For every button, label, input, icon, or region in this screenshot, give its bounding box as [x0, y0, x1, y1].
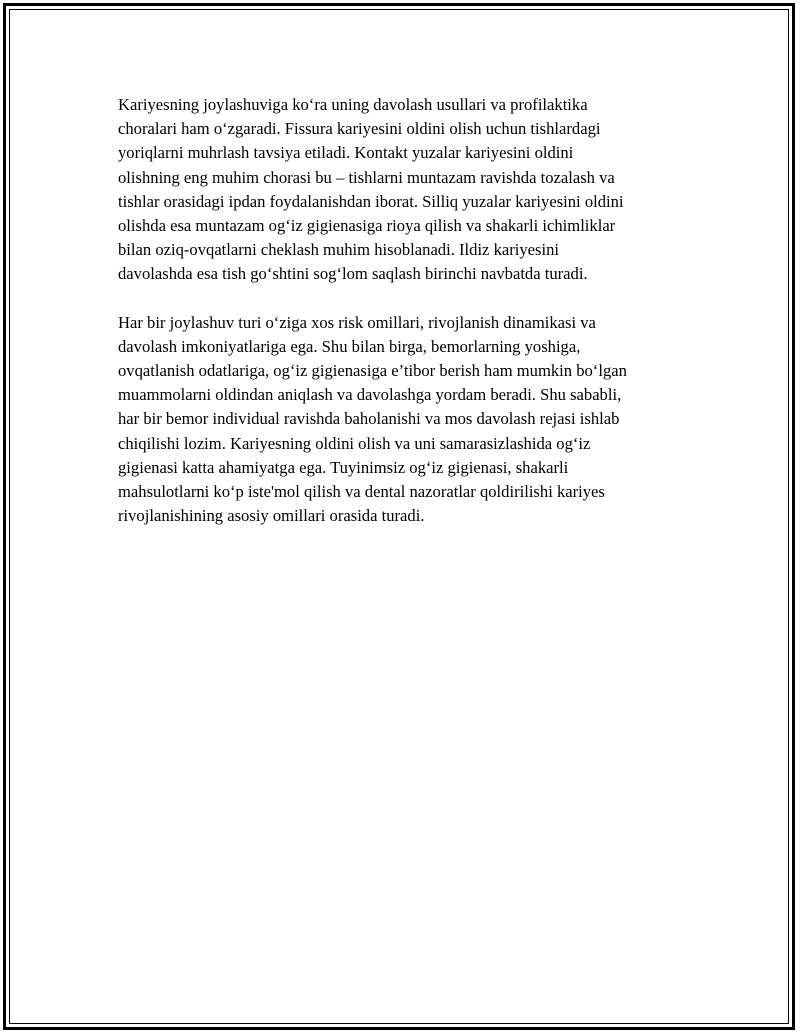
- paragraph-2: Har bir joylashuv turi o‘ziga xos risk omillari, rivojlanish dinamikasi va davolash imkoniyatlariga ega. Shu bilan birga, bemorlarning yoshiga, ovqatlanish odatlariga, og‘iz gigienasiga e’tibor berish ham mumkin bo‘lgan muammolarni oldindan aniqlash va davolashga yordam beradi. Shu sababli, har bir bemor individual ravishda baholanishi va mos davolash rejasi ishlab chiqilishi lozim. Kariyesning oldini olish va uni samarasizlashida og‘iz gigienasi katta ahamiyatga ega. Tuyinimsiz og‘iz gigienasi, shakarli mahsulotlarni ko‘p iste'mol qilish va dental nazoratlar qoldirilishi kariyes rivojlanishining asosiy omillari orasida turadi.: [118, 312, 627, 526]
- paragraph-1: Kariyesning joylashuviga ko‘ra uning davolash usullari va profilaktika choralari ham o‘zgaradi. Fissura kariyesini oldini olish uchun tishlardagi yoriqlarni muhrlash tavsiya etiladi. Kontakt yuzalar kariyesini oldini olishning eng muhim chorasi bu – tishlarni muntazam ravishda tozalash va tishlar orasidagi ipdan foydalanishdan iborat. Silliq yuzalar kariyesini oldini olishda esa muntazam og‘iz gigienasiga rioya qilish va shakarli ichimliklar bilan oziq-ovqatlarni cheklash muhim hisoblanadi. Ildiz kariyesini davolashda esa tish go‘shtini sog‘lom saqlash birinchi navbatda turadi.: [118, 95, 624, 284]
- document-body: [118, 93, 688, 552]
